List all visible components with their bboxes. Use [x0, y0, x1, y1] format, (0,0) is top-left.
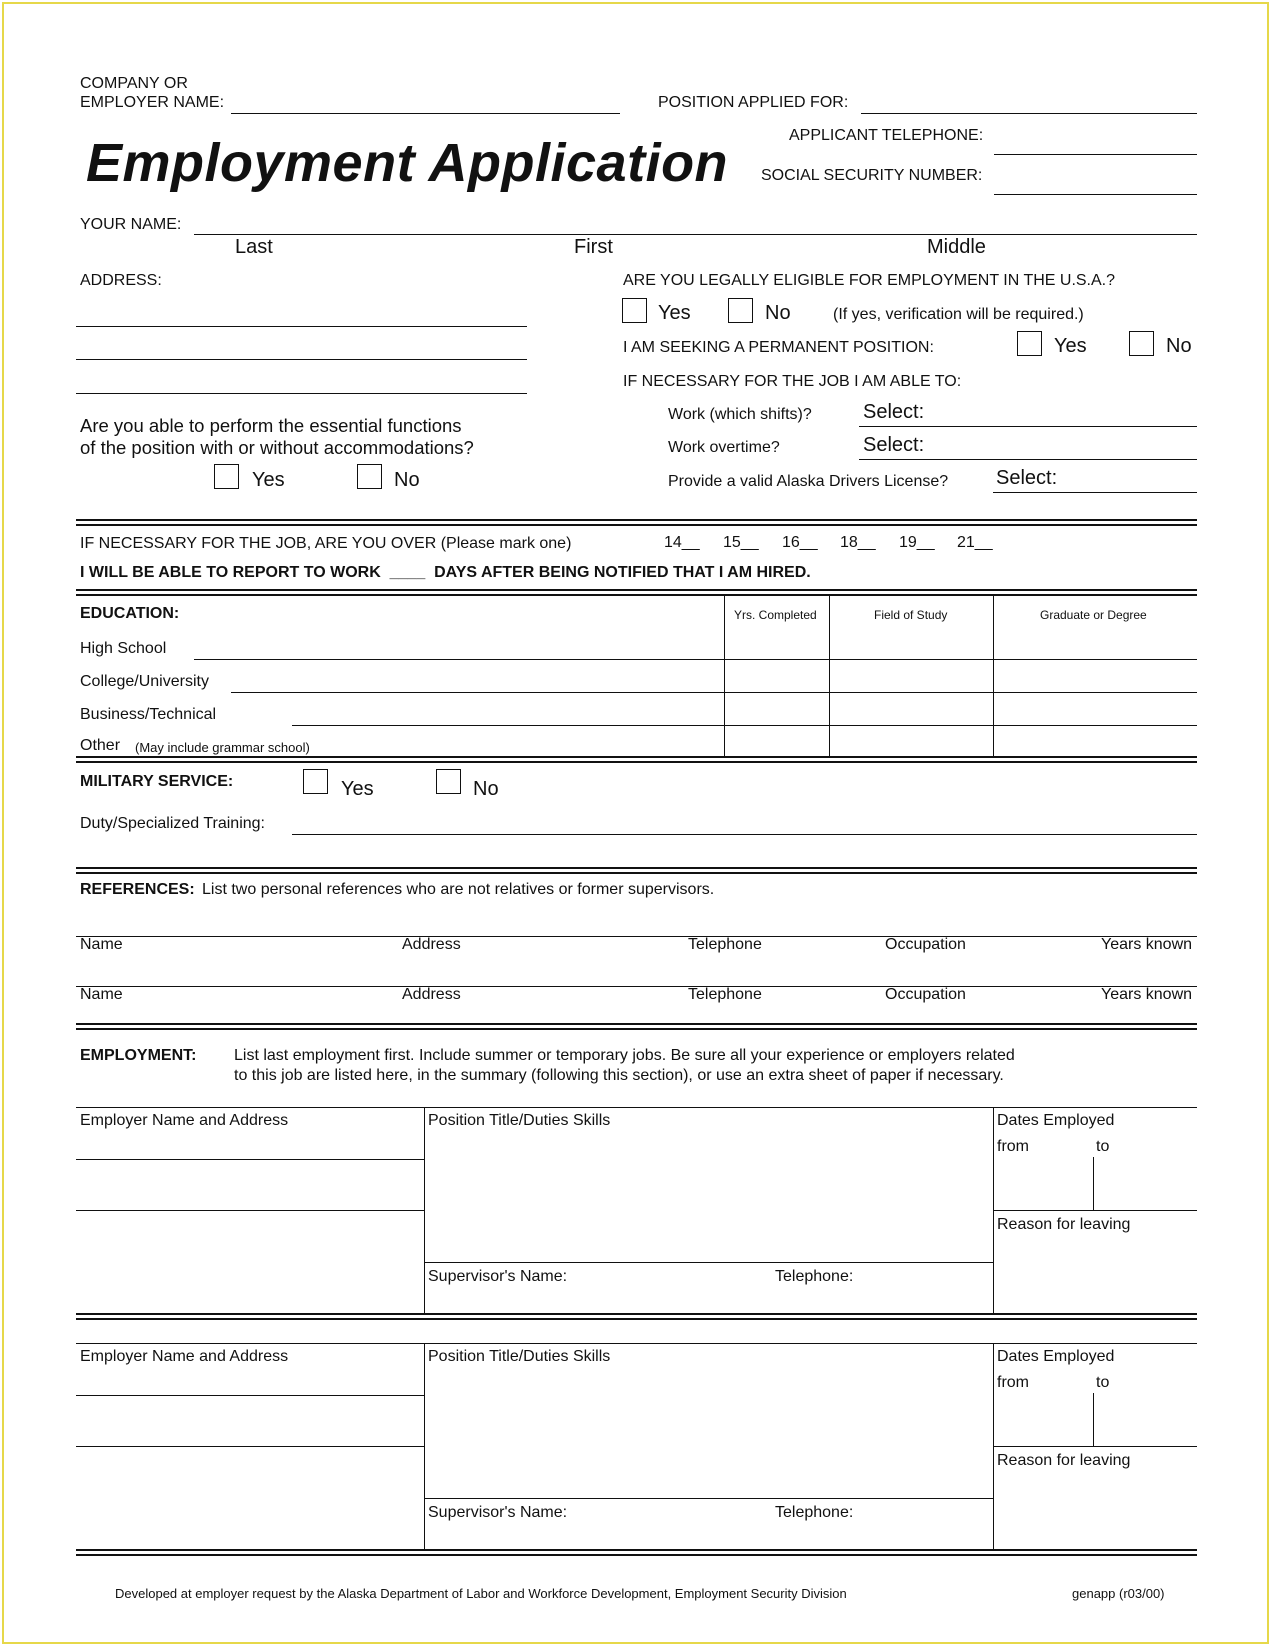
employment-2-employer-line-2	[76, 1446, 425, 1447]
reference-1-col-telephone: Telephone	[688, 936, 762, 953]
employment-1-telephone-label: Telephone:	[775, 1268, 854, 1285]
company-name-line	[231, 113, 620, 114]
name-last-caption: Last	[235, 236, 273, 258]
reference-2-col-telephone: Telephone	[688, 986, 762, 1003]
ssn-line	[994, 194, 1197, 195]
employment-2-from-label: from	[997, 1374, 1029, 1391]
education-row-business: Business/Technical	[80, 706, 217, 723]
employment-2-top-line	[76, 1343, 1197, 1344]
employment-2-employer-input-3[interactable]	[80, 1472, 420, 1492]
license-line	[993, 492, 1197, 493]
employment-1-employer-input-1[interactable]	[80, 1136, 420, 1156]
company-label-line2: EMPLOYER NAME:	[80, 94, 225, 111]
applicant-telephone-line	[994, 154, 1197, 155]
reference-2-col-name: Name	[80, 986, 123, 1003]
employment-instructions-line1: List last employment first. Include summer or temporary jobs. Be sure all your experience or employers related	[234, 1047, 1015, 1064]
references-instructions: List two personal references who are not relatives or former supervisors.	[202, 881, 715, 898]
permanent-yes-label: Yes	[1054, 335, 1087, 357]
position-applied-input[interactable]	[863, 92, 1195, 112]
education-divider-1	[724, 595, 725, 758]
address-label: ADDRESS:	[80, 272, 162, 289]
able-to-label: IF NECESSARY FOR THE JOB I AM ABLE TO:	[623, 373, 962, 390]
name-first-caption: First	[574, 236, 613, 258]
shifts-select[interactable]: Select:	[863, 401, 925, 423]
section-divider-employment-2	[76, 1313, 1197, 1320]
education-label: EDUCATION:	[80, 605, 180, 622]
employment-instructions-line2: to this job are listed here, in the summary (following this section), or use an extra sheet of paper if necessary.	[234, 1067, 1004, 1084]
company-name-input[interactable]	[233, 92, 618, 112]
employment-1-from-label: from	[997, 1138, 1029, 1155]
overtime-line	[859, 459, 1197, 460]
permanent-no-checkbox[interactable]	[1129, 331, 1154, 356]
age-option-19[interactable]: 19__	[899, 534, 935, 551]
employment-1-employer-input-3[interactable]	[80, 1236, 420, 1256]
address-line-3	[76, 393, 527, 394]
functions-no-label: No	[394, 469, 420, 491]
employment-2-employer-input-1[interactable]	[80, 1372, 420, 1392]
employment-2-telephone-label: Telephone:	[775, 1504, 854, 1521]
employment-2-reason-line	[993, 1446, 1197, 1447]
employment-2-reason-label: Reason for leaving	[997, 1452, 1131, 1469]
age-option-15[interactable]: 15__	[723, 534, 759, 551]
eligibility-no-checkbox[interactable]	[728, 298, 753, 323]
age-option-18[interactable]: 18__	[840, 534, 876, 551]
eligibility-question: ARE YOU LEGALLY ELIGIBLE FOR EMPLOYMENT IN THE U.S.A.?	[623, 272, 1116, 289]
page-title: Employment Application	[86, 133, 729, 193]
employment-label: EMPLOYMENT:	[80, 1047, 197, 1064]
age-option-14[interactable]: 14__	[664, 534, 700, 551]
employment-1-position-label: Position Title/Duties Skills	[428, 1112, 611, 1129]
employment-1-reason-label: Reason for leaving	[997, 1216, 1131, 1233]
permanent-yes-checkbox[interactable]	[1017, 331, 1042, 356]
military-no-checkbox[interactable]	[436, 769, 461, 794]
education-col-years: Yrs. Completed	[734, 608, 817, 622]
employment-2-dates-label: Dates Employed	[997, 1348, 1115, 1365]
reference-input-1[interactable]	[80, 914, 1190, 934]
business-input[interactable]	[294, 703, 720, 723]
employment-2-employer-label: Employer Name and Address	[80, 1348, 289, 1365]
shifts-line	[859, 426, 1197, 427]
reference-2-col-address: Address	[402, 986, 461, 1003]
permanent-no-label: No	[1166, 335, 1192, 357]
address-input-3[interactable]	[78, 371, 525, 391]
age-question: IF NECESSARY FOR THE JOB, ARE YOU OVER (Please mark one)	[80, 535, 572, 552]
applicant-telephone-label: APPLICANT TELEPHONE:	[789, 127, 984, 144]
reference-1-col-years: Years known	[1101, 936, 1193, 953]
name-middle-caption: Middle	[927, 236, 986, 258]
functions-no-checkbox[interactable]	[357, 464, 382, 489]
license-label: Provide a valid Alaska Drivers License?	[668, 473, 949, 490]
employment-2-position-input[interactable]	[430, 1376, 986, 1396]
military-yes-label: Yes	[341, 778, 374, 800]
college-input[interactable]	[233, 670, 720, 690]
high-school-input[interactable]	[196, 637, 720, 657]
eligibility-yes-checkbox[interactable]	[622, 298, 647, 323]
section-divider-footer	[76, 1549, 1197, 1556]
address-input-1[interactable]	[78, 304, 525, 324]
eligibility-note: (If yes, verification will be required.)	[833, 306, 1084, 323]
employment-1-supervisor-line	[424, 1262, 994, 1263]
employment-1-employer-input-2[interactable]	[80, 1185, 420, 1205]
age-option-16[interactable]: 16__	[782, 534, 818, 551]
military-label: MILITARY SERVICE:	[80, 773, 234, 790]
education-line-business	[292, 725, 1197, 726]
employment-1-employer-label: Employer Name and Address	[80, 1112, 289, 1129]
eligibility-no-label: No	[765, 302, 791, 324]
section-divider-military	[76, 756, 1197, 763]
your-name-input[interactable]	[196, 212, 1195, 232]
functions-yes-checkbox[interactable]	[214, 464, 239, 489]
employment-1-dates-label: Dates Employed	[997, 1112, 1115, 1129]
reference-input-2[interactable]	[80, 964, 1190, 984]
footer-form-code: genapp (r03/00)	[1072, 1586, 1165, 1601]
education-col-degree: Graduate or Degree	[1040, 608, 1147, 622]
section-divider-education	[76, 589, 1197, 596]
military-yes-checkbox[interactable]	[303, 769, 328, 794]
reference-2-col-occupation: Occupation	[885, 986, 966, 1003]
employment-2-position-label: Position Title/Duties Skills	[428, 1348, 611, 1365]
education-row-college: College/University	[80, 673, 209, 690]
training-line	[292, 834, 1197, 835]
employment-1-employer-line-2	[76, 1210, 425, 1211]
references-label: REFERENCES:	[80, 881, 195, 898]
employment-1-employer-line-1	[76, 1159, 425, 1160]
section-divider-employment	[76, 1023, 1197, 1030]
education-col-field: Field of Study	[874, 608, 948, 622]
employment-1-dates-divider	[1093, 1157, 1094, 1210]
training-label: Duty/Specialized Training:	[80, 815, 265, 832]
education-row-other: Other	[80, 737, 121, 754]
employment-2-supervisor-line	[424, 1498, 994, 1499]
position-applied-line	[861, 113, 1197, 114]
eligibility-yes-label: Yes	[658, 302, 691, 324]
age-option-21[interactable]: 21__	[957, 534, 993, 551]
training-input[interactable]	[294, 812, 1195, 832]
reference-1-col-occupation: Occupation	[885, 936, 966, 953]
employment-2-to-label: to	[1096, 1374, 1110, 1391]
section-divider-references	[76, 867, 1197, 874]
reference-line-1	[76, 936, 1197, 937]
employment-1-reason-line	[993, 1210, 1197, 1211]
reference-1-col-name: Name	[80, 936, 123, 953]
report-to-work-statement: I WILL BE ABLE TO REPORT TO WORK ____ DAYS AFTER BEING NOTIFIED THAT I AM HIRED.	[80, 564, 811, 581]
your-name-label: YOUR NAME:	[80, 216, 182, 233]
employment-1-to-label: to	[1096, 1138, 1110, 1155]
section-divider-age	[76, 519, 1197, 526]
overtime-select[interactable]: Select:	[863, 434, 925, 456]
education-divider-2	[829, 595, 830, 758]
permanent-position-label: I AM SEEKING A PERMANENT POSITION:	[623, 339, 934, 356]
position-applied-label: POSITION APPLIED FOR:	[658, 94, 849, 111]
employment-2-supervisor-label: Supervisor's Name:	[428, 1504, 568, 1521]
employment-1-position-input[interactable]	[430, 1140, 986, 1160]
ssn-label: SOCIAL SECURITY NUMBER:	[761, 167, 983, 184]
address-line-1	[76, 326, 527, 327]
education-line-college	[231, 692, 1197, 693]
education-line-high-school	[194, 659, 1197, 660]
reference-2-col-years: Years known	[1101, 986, 1193, 1003]
ssn-input[interactable]	[996, 172, 1195, 192]
applicant-telephone-input[interactable]	[996, 132, 1195, 152]
employment-2-employer-input-2[interactable]	[80, 1421, 420, 1441]
overtime-label: Work overtime?	[668, 439, 780, 456]
employment-1-top-line	[76, 1107, 1197, 1108]
footer-developed-note: Developed at employer request by the Alaska Department of Labor and Workforce Development, Employment Security Division	[115, 1586, 847, 1601]
employment-1-supervisor-label: Supervisor's Name:	[428, 1268, 568, 1285]
military-no-label: No	[473, 778, 499, 800]
functions-question-line2: of the position with or without accommodations?	[80, 437, 474, 458]
education-row-high-school: High School	[80, 640, 167, 657]
functions-question-line1: Are you able to perform the essential functions	[80, 415, 462, 436]
reference-line-2	[76, 986, 1197, 987]
license-select[interactable]: Select:	[996, 467, 1058, 489]
address-line-2	[76, 359, 527, 360]
company-label-line1: COMPANY OR	[80, 75, 188, 92]
your-name-line	[194, 234, 1197, 235]
education-divider-3	[993, 595, 994, 758]
education-other-note: (May include grammar school)	[135, 740, 310, 755]
reference-1-col-address: Address	[402, 936, 461, 953]
employment-2-employer-line-1	[76, 1395, 425, 1396]
shifts-label: Work (which shifts)?	[668, 406, 812, 423]
employment-2-dates-divider	[1093, 1393, 1094, 1446]
address-input-2[interactable]	[78, 337, 525, 357]
functions-yes-label: Yes	[252, 469, 285, 491]
